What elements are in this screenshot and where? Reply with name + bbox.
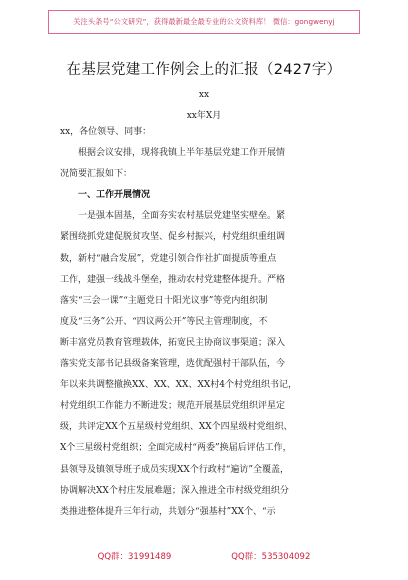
body-line: 级，共评定XX个五星级村党组织、XX个四星级村党组织、 [60, 422, 293, 433]
document-title: 在基层党建工作例会上的汇报（2427字） [66, 62, 342, 78]
document-author: xx [198, 90, 210, 100]
body-line: 度及“三务”公开、“四议两公开”等民主管理制度，不 [60, 316, 268, 327]
body-line: 断丰富党员教育管理载体，拓宽民主协商议事渠道；深入 [60, 337, 286, 348]
body-line: 落实“三会一课”“主题党日十阳光议事”等党内组织制 [60, 295, 268, 306]
body-line: 紧围绕抓党建促脱贫攻坚、促乡村振兴，村党组织重组调 [60, 232, 286, 243]
body-line: 类推进整体提升三年行动，共划分“强基村”XX个、“示 [60, 506, 276, 517]
body-line: 村党组织工作能力不断进发；规范开展基层党组织评星定 [60, 401, 286, 412]
document-body [60, 122, 350, 523]
footer [0, 550, 408, 566]
section-heading: 一、工作开展情况 [78, 190, 151, 201]
body-line: 落实党支部书记县级备案管理，选优配强村干部队伍，今 [60, 359, 286, 370]
document-date: xx年X月 [186, 111, 222, 121]
body-line: 年以来共调整撤换XX、XX、XX、XX村4个村党组织书记， [60, 380, 297, 391]
body-line: 工作，建强一线战斗堡垒，推动农村党建整体提升。严格 [60, 274, 286, 285]
body-line: xx，各位领导、同事： [60, 127, 152, 137]
body-line: 县领导及镇领导班子成员实现XX个行政村“遍访”全覆盖， [60, 464, 290, 475]
body-line: 数，新村“融合发展”，党建引领合作社扩面提质等重点 [60, 253, 277, 264]
body-line: X个三星级村党组织；全面完成村“两委”换届后评估工作， [60, 443, 292, 454]
body-line: 一是强本固基，全面夯实农村基层党建坚实壁垒。紧 [78, 211, 286, 222]
body-line: 根据会议安排，现将我镇上半年基层党建工作开展情 [78, 148, 286, 159]
footer-qq-group-2: QQ群：535304092 [231, 552, 311, 562]
promo-banner: 关注头条号“公文研究”，获得最新最全最专业的公文资料库！ 微信：gongwenyj [48, 10, 360, 34]
footer-qq-group-1: QQ群：31991489 [97, 552, 172, 562]
body-line: 协调解决XX个村庄发展难题；深入推进全市村级党组织分 [60, 485, 289, 496]
body-line: 况简要汇报如下： [60, 169, 133, 180]
